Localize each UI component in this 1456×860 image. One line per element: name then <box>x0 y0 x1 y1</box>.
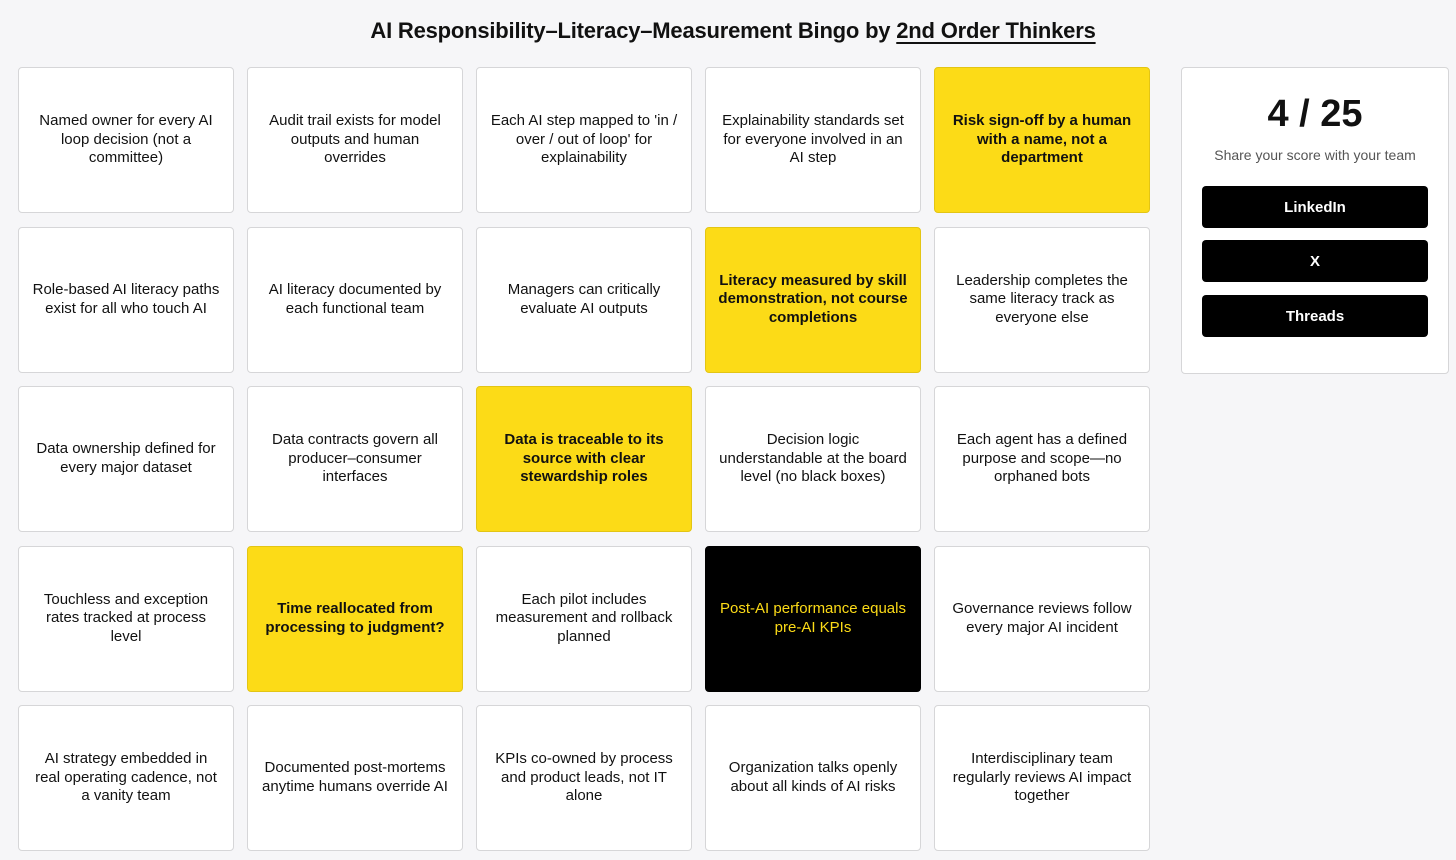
bingo-cell[interactable]: Each AI step mapped to 'in / over / out of loop' for explainability <box>476 67 692 213</box>
share-linkedin-button[interactable]: LinkedIn <box>1202 186 1428 228</box>
page-title <box>0 18 1456 44</box>
bingo-cell[interactable]: Interdisciplinary team regularly reviews AI impact together <box>934 705 1150 851</box>
score-display: 4 / 25 <box>1267 93 1363 135</box>
share-threads-button[interactable]: Threads <box>1202 295 1428 337</box>
bingo-cell[interactable]: Named owner for every AI loop decision (not a committee) <box>18 67 234 213</box>
bingo-cell[interactable]: Data contracts govern all producer–consumer interfaces <box>247 386 463 532</box>
bingo-cell[interactable]: Leadership completes the same literacy track as everyone else <box>934 227 1150 373</box>
bingo-cell[interactable]: Data ownership defined for every major dataset <box>18 386 234 532</box>
bingo-cell[interactable]: Touchless and exception rates tracked at process level <box>18 546 234 692</box>
bingo-cell[interactable]: Role-based AI literacy paths exist for all who touch AI <box>18 227 234 373</box>
bingo-cell[interactable]: Each pilot includes measurement and rollback planned <box>476 546 692 692</box>
bingo-cell[interactable]: Data is traceable to its source with clear stewardship roles <box>476 386 692 532</box>
bingo-cell[interactable]: KPIs co-owned by process and product leads, not IT alone <box>476 705 692 851</box>
bingo-cell[interactable]: Organization talks openly about all kinds of AI risks <box>705 705 921 851</box>
bingo-board <box>18 67 1150 851</box>
bingo-cell[interactable]: AI strategy embedded in real operating cadence, not a vanity team <box>18 705 234 851</box>
bingo-cell[interactable]: Decision logic understandable at the board level (no black boxes) <box>705 386 921 532</box>
bingo-cell[interactable]: Literacy measured by skill demonstration, not course completions <box>705 227 921 373</box>
share-prompt: Share your score with your team <box>1214 147 1416 163</box>
bingo-cell[interactable]: Governance reviews follow every major AI incident <box>934 546 1150 692</box>
share-x-button[interactable]: X <box>1202 240 1428 282</box>
bingo-cell[interactable]: Risk sign-off by a human with a name, not a department <box>934 67 1150 213</box>
bingo-cell[interactable]: Time reallocated from processing to judgment? <box>247 546 463 692</box>
bingo-cell[interactable]: Managers can critically evaluate AI outputs <box>476 227 692 373</box>
bingo-cell[interactable]: Audit trail exists for model outputs and human overrides <box>247 67 463 213</box>
bingo-cell[interactable]: Explainability standards set for everyone involved in an AI step <box>705 67 921 213</box>
bingo-cell[interactable]: AI literacy documented by each functional team <box>247 227 463 373</box>
bingo-cell[interactable]: Documented post-mortems anytime humans override AI <box>247 705 463 851</box>
title-prefix: AI Responsibility–Literacy–Measurement Bingo by <box>370 18 891 43</box>
brand-link[interactable]: 2nd Order Thinkers <box>896 18 1096 43</box>
score-panel <box>1181 67 1449 374</box>
bingo-center-cell[interactable]: Post-AI performance equals pre-AI KPIs <box>705 546 921 692</box>
bingo-cell[interactable]: Each agent has a defined purpose and scope—no orphaned bots <box>934 386 1150 532</box>
